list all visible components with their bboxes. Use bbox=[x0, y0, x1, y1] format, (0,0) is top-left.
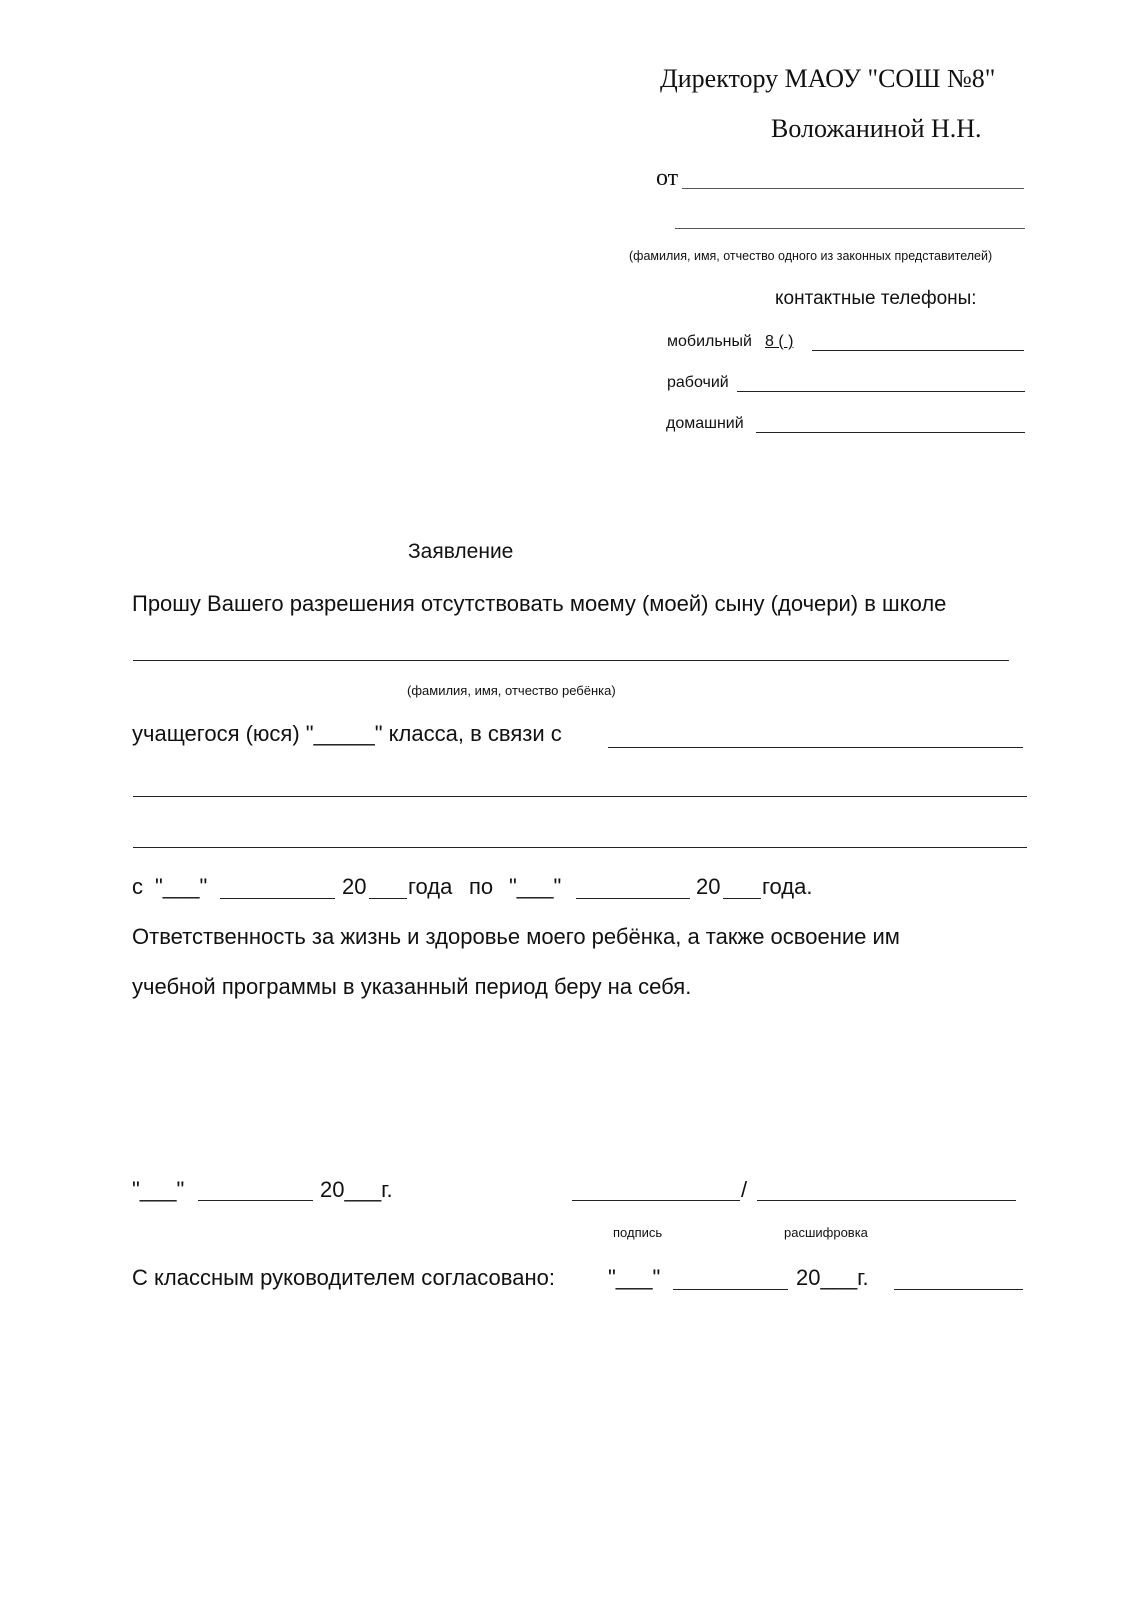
period-to-year-suffix: года. bbox=[762, 874, 813, 899]
signature-caption: подпись bbox=[613, 1225, 663, 1240]
reason-field-1[interactable] bbox=[608, 747, 1023, 748]
home-phone-field[interactable] bbox=[756, 432, 1025, 433]
addressee-line-1: Директору МАОУ "СОШ №8" bbox=[660, 64, 996, 93]
addressee-line-2: Воложаниной Н.Н. bbox=[771, 114, 982, 143]
period-to-month-field[interactable] bbox=[576, 898, 690, 899]
statement-title: Заявление bbox=[408, 540, 514, 563]
signature-field[interactable] bbox=[572, 1200, 740, 1201]
work-label: рабочий bbox=[667, 374, 729, 391]
work-phone-field[interactable] bbox=[737, 391, 1025, 392]
signature-slash: / bbox=[741, 1177, 748, 1202]
reason-field-3[interactable] bbox=[133, 847, 1027, 848]
from-name-field-2[interactable] bbox=[675, 228, 1025, 229]
signature-date-month-field[interactable] bbox=[198, 1200, 313, 1201]
child-name-field[interactable] bbox=[133, 660, 1009, 661]
signature-date-day[interactable]: "___" bbox=[132, 1177, 185, 1202]
period-to-year-prefix: 20 bbox=[696, 874, 721, 899]
representative-caption: (фамилия, имя, отчество одного из законных представителей) bbox=[629, 249, 993, 263]
period-to-day[interactable]: "___" bbox=[509, 874, 562, 899]
from-name-field-1[interactable] bbox=[682, 188, 1024, 189]
period-from-year-suffix: года bbox=[408, 874, 453, 899]
agreement-date-year: 20___г. bbox=[796, 1265, 869, 1290]
mobile-label: мобильный bbox=[667, 333, 752, 350]
period-from-month-field[interactable] bbox=[220, 898, 335, 899]
request-text: Прошу Вашего разрешения отсутствовать моему (моей) сыну (дочери) в школе bbox=[132, 591, 947, 616]
responsibility-line-2: учебной программы в указанный период беру на себя. bbox=[132, 974, 692, 999]
child-caption: (фамилия, имя, отчество ребёнка) bbox=[407, 683, 616, 698]
agreement-date-day[interactable]: "___" bbox=[608, 1265, 661, 1290]
period-from-day[interactable]: "___" bbox=[155, 874, 208, 899]
decode-caption: расшифровка bbox=[784, 1225, 868, 1240]
period-to-label: по bbox=[469, 874, 494, 899]
signature-date-year: 20___г. bbox=[320, 1177, 393, 1202]
mobile-prefix: 8 ( ) bbox=[765, 333, 794, 350]
reason-field-2[interactable] bbox=[133, 796, 1027, 797]
signature-decode-field[interactable] bbox=[757, 1200, 1016, 1201]
period-to-year-field[interactable] bbox=[723, 898, 761, 899]
agreement-signature-field[interactable] bbox=[894, 1289, 1023, 1290]
phones-title: контактные телефоны: bbox=[775, 288, 977, 309]
period-from-year-field[interactable] bbox=[369, 898, 407, 899]
from-label: от bbox=[656, 165, 679, 191]
agreement-date-month-field[interactable] bbox=[673, 1289, 788, 1290]
home-label: домашний bbox=[666, 415, 744, 432]
period-from-label: с bbox=[132, 874, 143, 899]
responsibility-line-1: Ответственность за жизнь и здоровье моего ребёнка, а также освоение им bbox=[132, 924, 900, 949]
period-from-year-prefix: 20 bbox=[342, 874, 367, 899]
agreement-text: С классным руководителем согласовано: bbox=[132, 1265, 555, 1290]
mobile-phone-field[interactable] bbox=[812, 350, 1024, 351]
student-text: учащегося (юся) "_____" класса, в связи с bbox=[132, 721, 562, 746]
